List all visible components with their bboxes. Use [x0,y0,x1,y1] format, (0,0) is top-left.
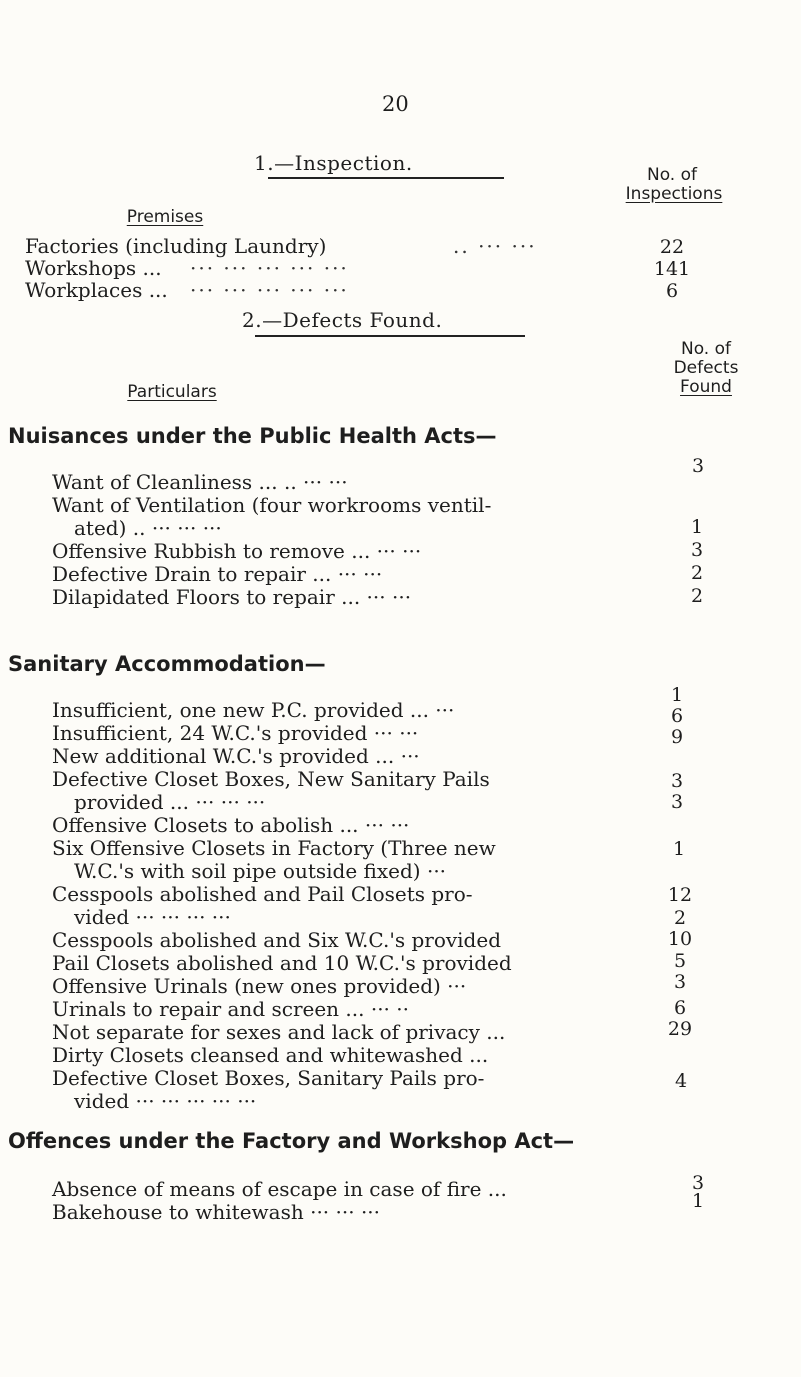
defect-value: 3 [691,1172,705,1194]
inspection-title-rule [268,177,504,179]
inspection-row-label: Workshops ... [25,256,162,280]
defects-title: 2.—Defects Found. [242,308,443,332]
inspection-row-value: 22 [659,236,685,258]
inspection-col-premises: Premises [126,207,204,227]
defects-col-particulars: Particulars [127,382,217,402]
defect-value: 2 [690,585,704,607]
defect-value: 3 [691,455,705,477]
defect-line: Offensive Closets to abolish ... ··· ··· [52,813,410,837]
defect-value: 9 [670,726,684,748]
defect-line: Offensive Urinals (new ones provided) ··· [52,974,467,998]
defect-value: 29 [667,1018,693,1040]
defect-line: Insufficient, 24 W.C.'s provided ··· ··· [52,721,419,745]
defect-value: 4 [674,1070,688,1092]
defect-line: Bakehouse to whitewash ··· ··· ··· [52,1200,381,1224]
defect-value: 2 [673,907,687,929]
defect-line: Pail Closets abolished and 10 W.C.'s provided [52,951,512,975]
defect-line: Offensive Rubbish to remove ... ··· ··· [52,539,422,563]
inspection-row-value: 141 [653,258,691,280]
group-heading-nuisances: Nuisances under the Public Health Acts— [8,424,497,448]
defect-line: Absence of means of escape in case of fire ... [52,1177,507,1201]
defect-value: 1 [670,684,684,706]
defect-value: 3 [673,971,687,993]
defect-value: 1 [691,1190,705,1212]
defect-value: 1 [672,838,686,860]
defect-line: Defective Drain to repair ... ··· ··· [52,562,383,586]
defect-line: vided ··· ··· ··· ··· [74,905,231,929]
defects-col-no-of: No. of [680,339,731,359]
defect-line: provided ... ··· ··· ··· [74,790,266,814]
inspection-col-no-of: No. of [646,165,697,185]
page-number: 20 [382,92,409,116]
defect-line: Defective Closet Boxes, Sanitary Pails pro- [52,1066,485,1090]
defect-value: 6 [670,705,684,727]
defects-col-found: Found [680,377,732,397]
defect-value: 12 [667,884,693,906]
defect-line: Dilapidated Floors to repair ... ··· ··· [52,585,412,609]
inspection-col-inspections: Inspections [625,184,723,204]
group-heading-offences: Offences under the Factory and Workshop Act— [8,1129,575,1153]
defect-line: Urinals to repair and screen ... ··· ·· [52,997,409,1021]
defect-value: 5 [673,950,687,972]
defect-value: 6 [673,997,687,1019]
defect-line: W.C.'s with soil pipe outside fixed) ··· [74,859,447,883]
defect-value: 3 [670,770,684,792]
defect-line: Insufficient, one new P.C. provided ... ··· [52,698,455,722]
defect-line: Six Offensive Closets in Factory (Three new [52,836,496,860]
inspection-row-dots: ··· ··· ··· ··· ··· [190,278,349,302]
defect-value: 3 [670,791,684,813]
inspection-row-label: Workplaces ... [25,278,168,302]
defect-line: Want of Cleanliness ... .. ··· ··· [52,470,348,494]
defect-line: Dirty Closets cleansed and whitewashed ... [52,1043,489,1067]
inspection-row-label: Factories (including Laundry) [25,234,327,258]
defects-title-rule [255,335,525,337]
defect-line: Cesspools abolished and Six W.C.'s provided [52,928,501,952]
defects-col-defects: Defects [673,358,739,378]
defect-line: Not separate for sexes and lack of privacy ... [52,1020,506,1044]
defect-line: Cesspools abolished and Pail Closets pro- [52,882,473,906]
defect-line: vided ··· ··· ··· ··· ··· [74,1089,257,1113]
defect-line: New additional W.C.'s provided ... ··· [52,744,420,768]
group-heading-sanitary: Sanitary Accommodation— [8,652,326,676]
defect-line: ated) .. ··· ··· ··· [74,516,222,540]
inspection-row-dots: .. ··· ··· [453,234,537,258]
defect-value: 3 [690,539,704,561]
inspection-title: 1.—Inspection. [254,151,413,175]
defect-value: 2 [690,562,704,584]
inspection-row-value: 6 [665,280,679,302]
defect-line: Defective Closet Boxes, New Sanitary Pails [52,767,490,791]
defect-value: 10 [667,928,693,950]
inspection-row-dots: ··· ··· ··· ··· ··· [190,256,349,280]
defect-value: 1 [690,516,704,538]
defect-line: Want of Ventilation (four workrooms ventil- [52,493,492,517]
